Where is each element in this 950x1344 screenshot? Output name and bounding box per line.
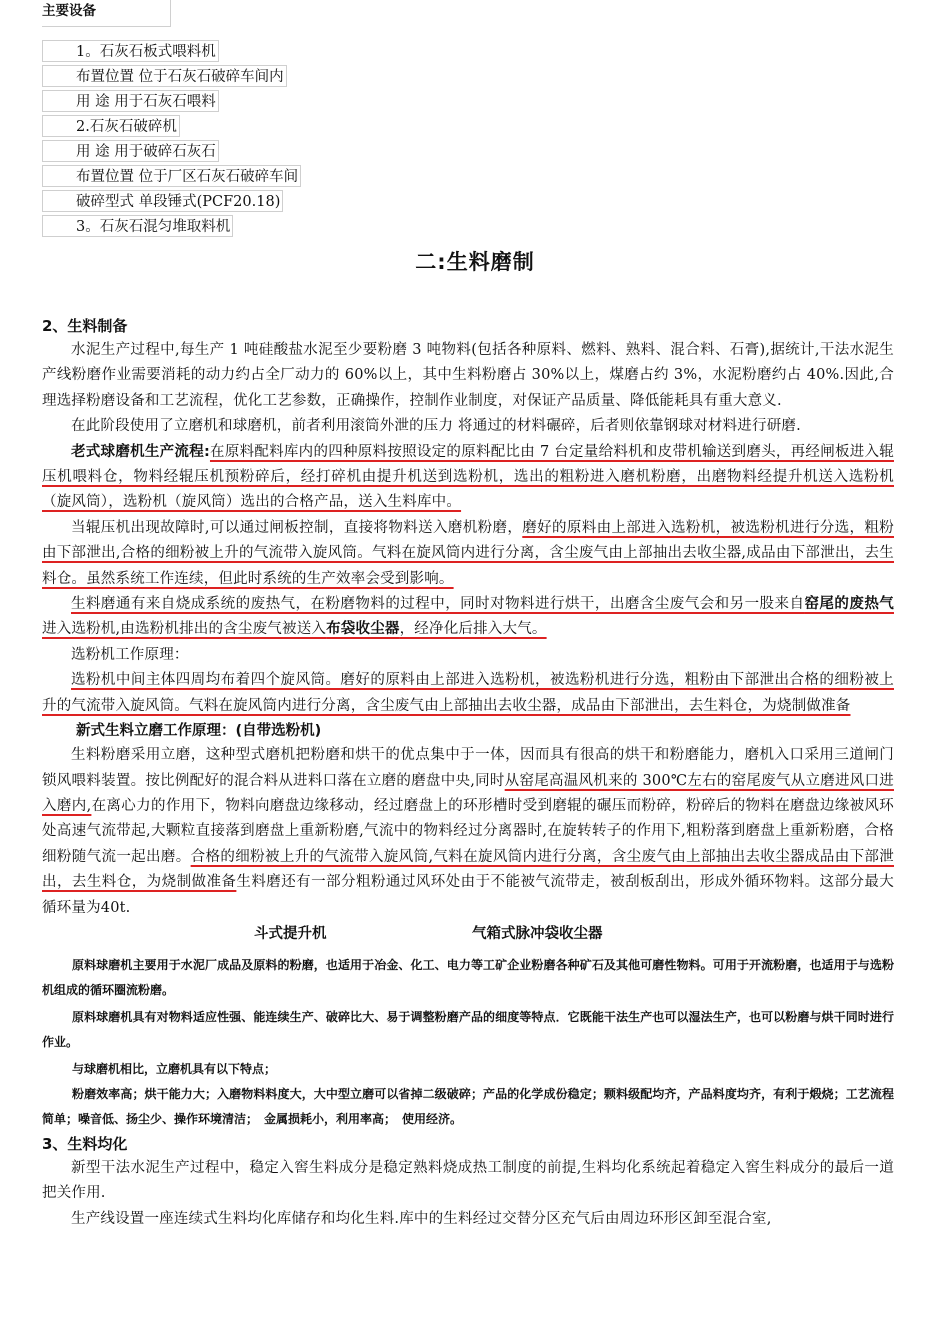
- underlined-text: 在原料配料库内的四种原料按照设定的原料配比由 7 台定量给料机和皮带机输送到磨头，再经闸板进入辊压机喂料仓，物料经辊压机预粉碎后，经打碎机由提升机送到选粉机，选出的粗粉进入磨机粉磨，出磨物料经提升机送入选粉机（旋风筒），选粉机（旋风筒）选出的合格产品，送入生料库中。: [42, 443, 894, 511]
- image-captions: [42, 921, 894, 947]
- paragraph: 新型干法水泥生产过程中，稳定入窖生料成分是稳定熟料烧成热工制度的前提,生料均化系统起着稳定入窖生料成分的最后一道把关作用.: [42, 1159, 894, 1202]
- equipment-item-text: 布置位置 位于厂区石灰石破碎车间: [76, 165, 301, 187]
- paragraph-small-bold: 与球磨机相比，立磨机具有以下特点；: [72, 1061, 277, 1076]
- equipment-list: [42, 40, 301, 240]
- underlined-text: ，经净化后排入大气。: [399, 621, 547, 638]
- bold-term: 布袋收尘器: [326, 621, 400, 638]
- equipment-item-text: 用 途 用于石灰石喂料: [76, 90, 219, 112]
- underlined-text: 磨好的原料由上部进入选粉机，被选粉机进行分选，粗粉由下部泄出,合格的细粉被上升的气流带入旋风筒。气料在旋风筒内进行分离，含尘废气由上部抽出去收尘器,成品由下部泄出，去生料仓。虽然系统工作连续，但此时系统的生产效率会受到影响。: [42, 519, 895, 587]
- paragraph-small-bold: 原料球磨机具有对物料适应性强、能连续生产、破碎比大、易于调整粉磨产品的细度等特点．它既能干法生产也可以湿法生产，也可以粉磨与烘干同时进行作业。: [42, 1009, 894, 1049]
- subheading-vertical-mill: 新式生料立磨工作原理：(自带选粉机): [76, 723, 322, 740]
- section-title: 二:生料磨制: [415, 250, 535, 274]
- paragraph-text: 当辊压机出现故障时,可以通过闸板控制，直接将物料送入磨机粉磨，: [71, 519, 523, 536]
- paragraph: [42, 743, 894, 921]
- heading-raw-meal-prep: 2、生料制备: [42, 317, 128, 335]
- body-text: [42, 314, 894, 1232]
- equipment-item-text: 用 途 用于破碎石灰石: [76, 140, 219, 162]
- paragraph-small-bold: 原料球磨机主要用于水泥厂成品及原料的粉磨，也适用于冶金、化工、电力等工矿企业粉磨各种矿石及其他可磨性物料。可用于开流粉磨，也适用于与选粉机组成的循环圈流粉磨。: [42, 957, 894, 997]
- main-equipment-label: 主要设备: [42, 0, 171, 27]
- equipment-item-text: 3。石灰石混匀堆取料机: [76, 215, 233, 237]
- underlined-text: 进入选粉机,由选粉机排出的含尘废气被送入: [42, 621, 327, 638]
- paragraph: [42, 440, 894, 516]
- list-item: [42, 90, 301, 114]
- equipment-item-text: 2.石灰石破碎机: [76, 115, 180, 137]
- list-item: [42, 165, 301, 189]
- equipment-item-text: 破碎型式 单段锤式(PCF20.18): [76, 190, 283, 212]
- equipment-item-text: 1。石灰石板式喂料机: [76, 40, 219, 62]
- list-item: [42, 40, 301, 64]
- paragraph-small-bold: 粉磨效率高；烘干能力大；入磨物料料度大，大中型立磨可以省掉二级破碎；产品的化学成份稳定；颗料级配均齐，产品料度均齐，有利于煅烧；工艺流程简单；噪音低、扬尘少、操作环境清洁； 金属损耗小，利用率高； 使用经济。: [42, 1086, 894, 1126]
- paragraph-text: 生料粉磨采用立磨，这种型式磨机把粉磨和烘干的优点集中于一体，因而具有很高的烘干和粉磨能力，磨机入口采用三道闸门锁风喂料装置。按比例配好的混合料从进料口落在立磨的磨盘中央,同时: [42, 747, 894, 789]
- paragraph: 选粉机工作原理：: [71, 646, 189, 663]
- list-item: [42, 190, 301, 214]
- caption-bag-filter: 气箱式脉冲袋收尘器: [472, 925, 603, 942]
- heading-raw-meal-homogenization: 3、生料均化: [42, 1134, 128, 1153]
- underlined-text: 合格的细粉被上升的气流带入旋风筒,气料在旋风筒内进行分离，含尘废气由上部抽出去收尘器成品由下部泄出，去生料仓，为烧制做准备: [42, 848, 894, 891]
- list-item: [42, 215, 301, 239]
- paragraph: 在此阶段使用了立磨机和球磨机，前者利用滚筒外泄的压力 将通过的材料碾碎，后者则依靠钢球对材料进行研磨.: [71, 418, 801, 435]
- list-item: [42, 65, 301, 89]
- list-item: [42, 115, 301, 139]
- paragraph-underlined: 选粉机中间主体四周均布着四个旋风筒。磨好的原料由上部进入选粉机，被选粉机进行分选，粗粉由下部泄出合格的细粉被上升的气流带入旋风筒。气料在旋风筒内进行分离，含尘废气由上部抽出去收尘器，成品由下部泄出，去生料仓，为烧制做准备: [42, 672, 894, 714]
- equipment-item-text: 布置位置 位于石灰石破碎车间内: [76, 65, 287, 87]
- paragraph: 水泥生产过程中,每生产 1 吨硅酸盐水泥至少要粉磨 3 吨物料(包括各种原料、燃料、熟料、混合料、石膏),据统计,干法水泥生产线粉磨作业需要消耗的动力约占全厂动力的 60%以上，其中生料粉磨占 30%以上，煤磨占约 3%，水泥粉磨约占 40%.因此,合理选择粉磨设备和工艺流程，优化工艺参数，正确操作，控制作业制度，对保证产品质量、降低能耗具有重大意义.: [42, 342, 894, 409]
- bold-term: 窑尾的废热气: [804, 596, 894, 613]
- inline-bold-label: 老式球磨机生产流程:: [71, 443, 210, 460]
- underlined-text: 从窑尾高温风机来的 300℃左右的窑尾废气从立磨进风口进入磨内,: [42, 772, 894, 814]
- caption-bucket-elevator: 斗式提升机: [254, 925, 327, 942]
- underlined-text: 生料磨通有来自烧成系统的废热气，在粉磨物料的过程中，同时对物料进行烘干，出磨含尘废气会和另一股来自: [71, 596, 805, 613]
- paragraph: 生产线设置一座连续式生料均化库储存和均化生料.库中的生料经过交替分区充气后由周边环形区卸至混合室,: [71, 1210, 772, 1227]
- paragraph-text: 生料磨还有一部分粗粉通过风环处由于不能被气流带走，被刮板刮出，形成外循环物料。这部分最大循环量为40t.: [42, 874, 894, 916]
- paragraph-text: 在离心力的作用下，物料向磨盘边缘移动，经过磨盘上的环形槽时受到磨辊的碾压而粉碎，粉碎后的物料在磨盘边缘被风环处高速气流带起,大颗粒直接落到磨盘上重新粉磨,气流中的物料经过分离器时,在旋转转子的作用下,粗粉落到磨盘上重新粉磨，合格细粉随气流一起出磨。: [42, 797, 894, 865]
- paragraph: [42, 592, 894, 643]
- paragraph: [42, 516, 894, 592]
- list-item: [42, 140, 301, 164]
